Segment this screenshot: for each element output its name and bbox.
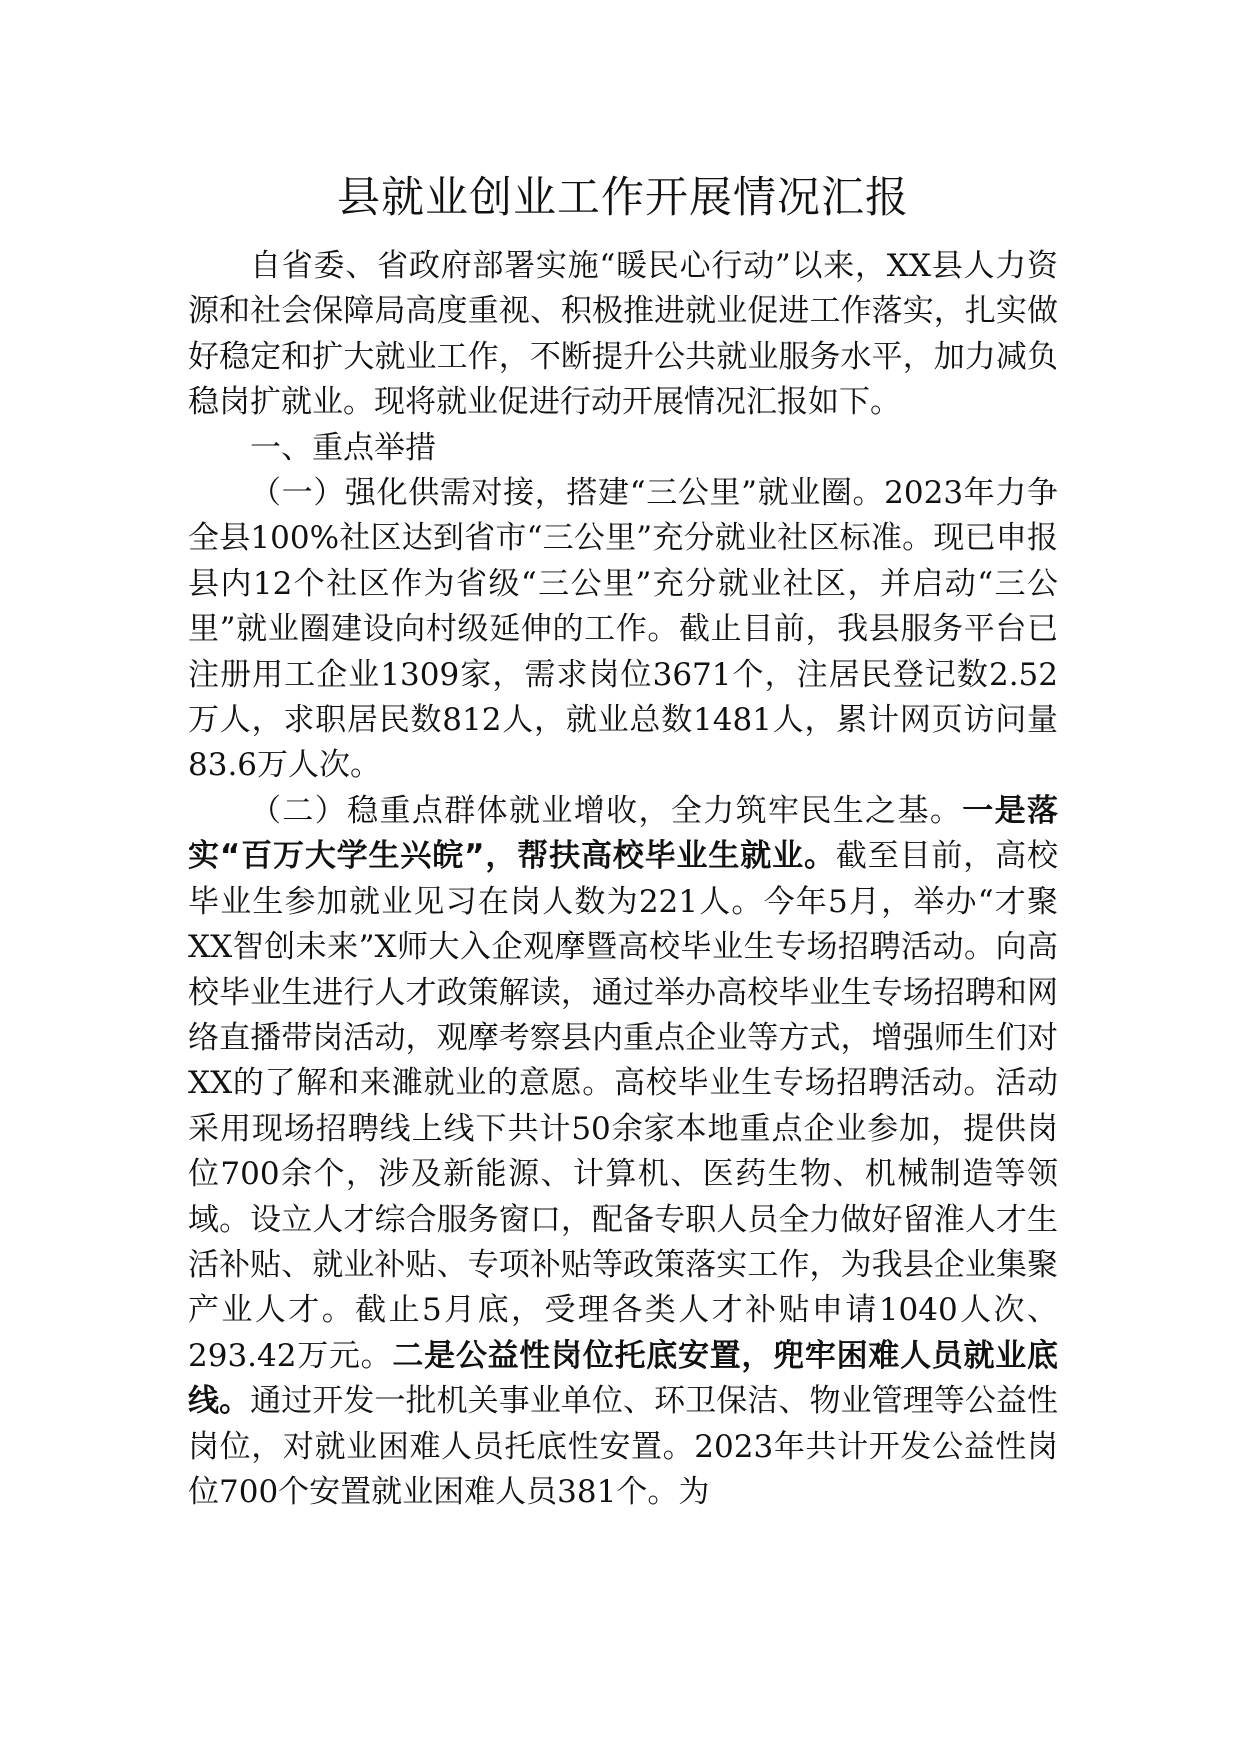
document-body: [188, 166, 1058, 1515]
section-heading-key-measures: 一、重点举措: [250, 429, 436, 466]
graduates-detail: 截至目前，高校毕业生参加就业见习在岗人数为221人。今年5月，举办“才聚XX智创未来”X师大入企观摩暨高校毕业生专场招聘活动。向高校毕业生进行人才政策解读，通过举办高校毕业生专场招聘和网络直播带岗活动，观摩考察县内重点企业等方式，增强师生们对XX的了解和来濉就业的意愿。高校毕业生专场招聘活动。活动采用现场招聘线上线下共计50余家本地重点企业参加，提供岗位700余个，涉及新能源、计算机、医药生物、机械制造等领域。设立人才综合服务窗口，配备专职人员全力做好留淮人才生活补贴、就业补贴、专项补贴等政策落实工作，为我县企业集聚产业人才。截止5月底，受理各类人才补贴申请1040人次、293.42万元。: [188, 838, 1059, 1374]
document-title: 县就业创业工作开展情况汇报: [337, 173, 909, 223]
paragraph-lead: （二）稳重点群体就业增收，全力筑牢民生之基。: [250, 792, 963, 829]
bold-point-graduates: 一是落实“百万大学生兴皖”，帮扶高校毕业生就业。: [188, 792, 1058, 875]
public-welfare-detail: 通过开发一批机关事业单位、环卫保洁、物业管理等公益性岗位，对就业困难人员托底性安置。2023年共计开发公益性岗位700个安置就业困难人员381个。为: [188, 1383, 1059, 1510]
intro-paragraph: 自省委、省政府部署实施“暖民心行动”以来，XX县人力资源和社会保障局高度重视、积极推进就业促进工作落实，扎实做好稳定和扩大就业工作，不断提升公共就业服务水平，加力减负稳岗扩就业。现将就业促进行动开展情况汇报如下。: [188, 248, 1058, 421]
paragraph-key-groups: [188, 789, 1058, 1516]
bold-point-public-welfare-jobs: 二是公益性岗位托底安置，兜牢困难人员就业底线。: [188, 1337, 1058, 1420]
paragraph-supply-demand: （一）强化供需对接，搭建“三公里”就业圈。2023年力争全县100%社区达到省市“三公里”充分就业社区标准。现已申报县内12个社区作为省级“三公里”充分就业社区，并启动“三公里”就业圈建设向村级延伸的工作。截止目前，我县服务平台已注册用工企业1309家，需求岗位3671个，注居民登记数2.52万人，求职居民数812人，就业总数1481人，累计网页访问量83.6万人次。: [188, 475, 1058, 784]
